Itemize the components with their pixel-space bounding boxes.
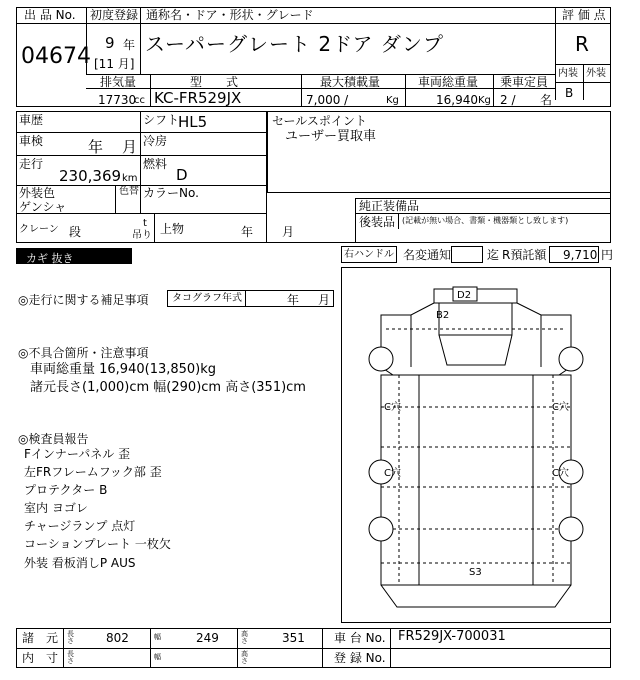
- mileage: 230,369: [59, 167, 122, 185]
- name-change-label: 名変通知: [403, 248, 452, 262]
- sales-point-label: セールスポイント: [272, 114, 367, 128]
- capacity-label: 乗車定員: [500, 75, 549, 89]
- model-label: 型 式: [190, 75, 239, 89]
- crane-stage-unit: 段: [69, 225, 82, 239]
- model-code: KC-FR529JX: [154, 89, 242, 107]
- car-name-label: 通称名・ドア・形状・グレード: [146, 8, 314, 22]
- inspection-month-unit: 月: [122, 138, 138, 156]
- mileage-unit: km: [122, 173, 138, 184]
- damage-mark: D2: [457, 290, 472, 301]
- aftermarket-label: 後装品: [359, 215, 396, 229]
- displacement-unit: cc: [134, 95, 145, 106]
- deposit-label: R預託額: [502, 248, 547, 262]
- length-label: 長さ: [67, 630, 74, 645]
- interior-grade-label: 内装: [558, 68, 578, 79]
- capacity: 2 /: [500, 93, 516, 107]
- steering: 右ハンドル: [344, 249, 394, 260]
- first-reg-year: 9: [105, 34, 115, 52]
- tachograph-month-unit: 月: [318, 293, 331, 307]
- width: 249: [196, 631, 219, 645]
- tachograph-year-unit: 年: [287, 293, 300, 307]
- gross-weight-label: 車両総重量: [418, 75, 479, 89]
- upper-month-unit: 月: [282, 225, 295, 239]
- crane-label: クレーン: [19, 224, 59, 235]
- interior-grade: B: [565, 86, 574, 100]
- tachograph-label: タコグラフ年式: [172, 293, 242, 304]
- int-height-label: 高さ: [241, 650, 248, 665]
- car-name: スーパーグレート 2ドア ダンプ: [145, 32, 445, 56]
- color-code-label: カラーNo.: [143, 186, 199, 200]
- height-label: 高さ: [241, 630, 248, 645]
- first-reg-label: 初度登録: [90, 8, 139, 22]
- fuel-label: 燃料: [143, 157, 168, 171]
- inspector-line: チャージランプ 点灯: [24, 519, 136, 533]
- displacement-label: 排気量: [100, 75, 137, 89]
- shift-label: シフト: [143, 113, 180, 127]
- exterior-grade-label: 外装: [586, 68, 606, 79]
- inspector-line: 左FRフレームフック部 歪: [24, 465, 162, 479]
- lot-no-label: 出 品 No.: [24, 8, 76, 22]
- damage-mark: S3: [469, 567, 482, 578]
- displacement: 17730: [98, 93, 137, 107]
- upper-year-unit: 年: [241, 225, 254, 239]
- inspector-line: 外装 看板消しP AUS: [24, 556, 136, 570]
- aftermarket-note: (記載が無い場合、書類・機器類とし致します): [402, 216, 569, 225]
- wheel-rear-right-icon: [559, 517, 583, 541]
- deposit-prefix: 迄: [487, 248, 500, 262]
- color: ゲンシャ: [19, 200, 67, 214]
- int-length-label: 長さ: [67, 650, 74, 665]
- first-reg-month: [11 月]: [94, 57, 135, 71]
- capacity-unit: 名: [540, 93, 553, 107]
- upper-body-label: 上物: [160, 222, 185, 236]
- crane-ton-unit: t: [143, 218, 147, 229]
- inspector-line: プロテクター B: [24, 483, 108, 497]
- crane-hang-unit: 吊り: [132, 230, 152, 241]
- deposit-amount: 9,710: [563, 248, 598, 262]
- gross-weight: 16,940: [436, 93, 478, 107]
- sales-point: ユーザー買取車: [285, 129, 377, 144]
- max-load-label: 最大積載量: [320, 75, 381, 89]
- interior-dims-label: 内 寸: [22, 651, 59, 665]
- defect-line: 車両総重量 16,940(13,850)kg: [30, 362, 217, 377]
- damage-mark: B2: [436, 310, 450, 321]
- gross-weight-unit: Kg: [478, 95, 491, 106]
- deposit-unit: 円: [601, 248, 614, 262]
- damage-mark: C穴: [552, 402, 569, 413]
- defect-line: 諸元長さ(1,000)cm 幅(290)cm 高さ(351)cm: [30, 380, 306, 395]
- color-label: 外装色: [19, 186, 56, 200]
- shift: HL5: [178, 113, 208, 131]
- inspection-label: 車検: [19, 134, 44, 148]
- inspector-report-label: ◎検査員報告: [18, 432, 89, 446]
- key-removed-banner: カギ 抜き: [16, 248, 132, 264]
- wheel-front-right-icon: [559, 347, 583, 371]
- factory-equip-label: 純正装備品: [359, 199, 420, 213]
- defects-label: ◎不具合箇所・注意事項: [18, 346, 149, 360]
- specs-label: 諸 元: [22, 631, 59, 645]
- fuel: D: [176, 166, 188, 184]
- name-change-box: [451, 246, 483, 263]
- max-load-unit: Kg: [386, 95, 399, 106]
- color-change-label: 色替: [119, 186, 139, 197]
- length: 802: [106, 631, 129, 645]
- damage-mark: C穴: [384, 468, 401, 479]
- inspector-line: コーションプレート 一枚欠: [24, 537, 171, 551]
- aircon-label: 冷房: [143, 134, 168, 148]
- damage-mark: C穴: [384, 402, 401, 413]
- wheel-rear-left-icon: [369, 517, 393, 541]
- chassis-no: FR529JX-700031: [398, 629, 506, 644]
- score: R: [575, 32, 589, 56]
- inspector-line: Fインナーパネル 歪: [24, 447, 131, 461]
- first-reg-year-unit: 年: [123, 38, 136, 52]
- inspection-year-unit: 年: [88, 138, 104, 156]
- width-label: 幅: [154, 633, 161, 641]
- history-label: 車歴: [19, 113, 44, 127]
- height: 351: [282, 631, 305, 645]
- max-load: 7,000 /: [306, 93, 349, 107]
- chassis-no-label: 車 台 No.: [334, 631, 386, 645]
- truck-diagram: [341, 267, 611, 623]
- reg-no-label: 登 録 No.: [334, 651, 386, 665]
- score-label: 評 価 点: [562, 8, 606, 22]
- wheel-front-left-icon: [369, 347, 393, 371]
- damage-mark: C穴: [552, 468, 569, 479]
- mileage-label: 走行: [19, 157, 44, 171]
- inspector-line: 室内 ヨゴレ: [24, 501, 88, 515]
- lot-no: 04674: [21, 44, 91, 69]
- driving-notes-label: ◎走行に関する補足事項: [18, 293, 149, 307]
- int-width-label: 幅: [154, 653, 161, 661]
